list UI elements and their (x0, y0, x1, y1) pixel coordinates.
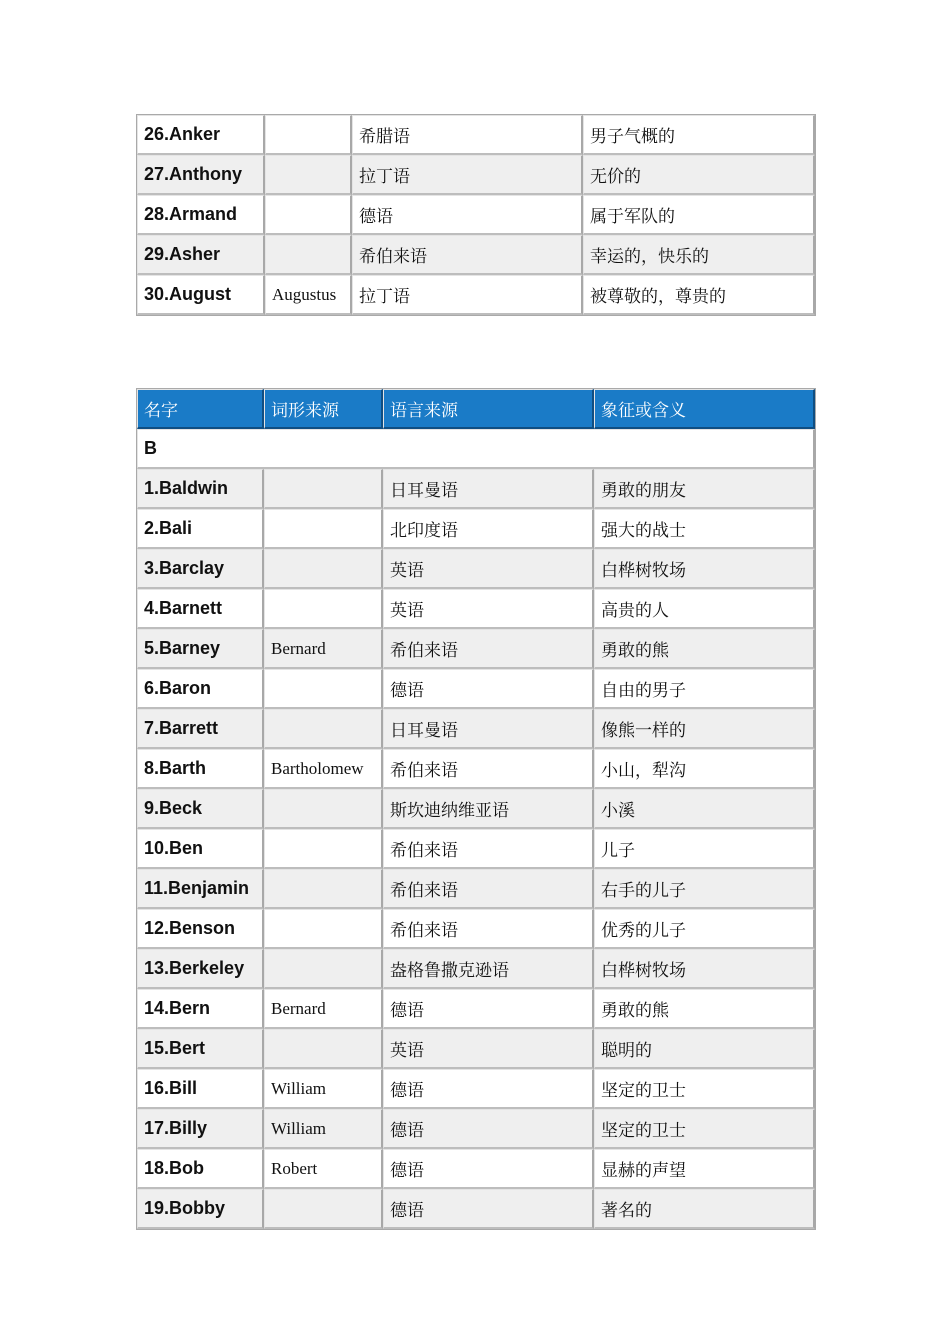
word-origin-cell: Robert (264, 1149, 383, 1189)
language-origin-cell: 斯坎迪纳维亚语 (383, 789, 594, 829)
word-origin-cell (264, 549, 383, 589)
language-origin-cell: 德语 (383, 1189, 594, 1229)
table-row (137, 989, 815, 1029)
name-cell: 28.Armand (137, 195, 265, 235)
word-origin-cell (264, 509, 383, 549)
name-cell: 6.Baron (137, 669, 264, 709)
language-origin-cell: 德语 (383, 1109, 594, 1149)
table-row (137, 629, 815, 669)
language-origin-cell: 日耳曼语 (383, 469, 594, 509)
name-cell: 30.August (137, 275, 265, 315)
word-origin-cell (264, 869, 383, 909)
language-origin-cell: 拉丁语 (352, 275, 583, 315)
name-cell: 2.Bali (137, 509, 264, 549)
table-row (137, 869, 815, 909)
meaning-cell: 坚定的卫士 (594, 1069, 815, 1109)
language-origin-cell: 日耳曼语 (383, 709, 594, 749)
section-letter: B (137, 429, 815, 469)
meaning-cell: 无价的 (583, 155, 815, 195)
name-cell: 13.Berkeley (137, 949, 264, 989)
language-origin-cell: 盎格鲁撒克逊语 (383, 949, 594, 989)
word-origin-cell (264, 709, 383, 749)
meaning-cell: 男子气概的 (583, 115, 815, 155)
word-origin-cell (264, 949, 383, 989)
name-cell: 17.Billy (137, 1109, 264, 1149)
table-a-body (137, 115, 815, 315)
word-origin-cell (264, 789, 383, 829)
table-row (137, 509, 815, 549)
word-origin-cell (264, 829, 383, 869)
meaning-cell: 小山，犁沟 (594, 749, 815, 789)
table-row (137, 1109, 815, 1149)
table-row (137, 275, 815, 315)
header-language-origin: 语言来源 (383, 389, 594, 429)
table-row (137, 909, 815, 949)
table-row (137, 789, 815, 829)
names-table-a (136, 114, 816, 316)
language-origin-cell: 英语 (383, 1029, 594, 1069)
word-origin-cell (265, 115, 352, 155)
language-origin-cell: 德语 (383, 1069, 594, 1109)
name-cell: 11.Benjamin (137, 869, 264, 909)
table-row (137, 709, 815, 749)
word-origin-cell (264, 1189, 383, 1229)
meaning-cell: 勇敢的朋友 (594, 469, 815, 509)
language-origin-cell: 英语 (383, 589, 594, 629)
language-origin-cell: 德语 (352, 195, 583, 235)
table-row (137, 1069, 815, 1109)
name-cell: 16.Bill (137, 1069, 264, 1109)
table-row (137, 949, 815, 989)
meaning-cell: 强大的战士 (594, 509, 815, 549)
table-row (137, 195, 815, 235)
name-cell: 1.Baldwin (137, 469, 264, 509)
word-origin-cell: Augustus (265, 275, 352, 315)
name-cell: 4.Barnett (137, 589, 264, 629)
meaning-cell: 被尊敬的，尊贵的 (583, 275, 815, 315)
table-row (137, 155, 815, 195)
word-origin-cell: Bernard (264, 989, 383, 1029)
names-table-b (136, 388, 816, 1230)
language-origin-cell: 希伯来语 (383, 829, 594, 869)
word-origin-cell: William (264, 1069, 383, 1109)
meaning-cell: 小溪 (594, 789, 815, 829)
table-row (137, 469, 815, 509)
name-cell: 18.Bob (137, 1149, 264, 1189)
meaning-cell: 显赫的声望 (594, 1149, 815, 1189)
language-origin-cell: 希伯来语 (383, 749, 594, 789)
meaning-cell: 儿子 (594, 829, 815, 869)
meaning-cell: 属于军队的 (583, 195, 815, 235)
language-origin-cell: 德语 (383, 669, 594, 709)
language-origin-cell: 德语 (383, 989, 594, 1029)
word-origin-cell: William (264, 1109, 383, 1149)
word-origin-cell (265, 155, 352, 195)
word-origin-cell (264, 1029, 383, 1069)
name-cell: 10.Ben (137, 829, 264, 869)
language-origin-cell: 德语 (383, 1149, 594, 1189)
name-cell: 27.Anthony (137, 155, 265, 195)
word-origin-cell: Bartholomew (264, 749, 383, 789)
language-origin-cell: 北印度语 (383, 509, 594, 549)
meaning-cell: 白桦树牧场 (594, 949, 815, 989)
meaning-cell: 聪明的 (594, 1029, 815, 1069)
name-cell: 8.Barth (137, 749, 264, 789)
table-row (137, 829, 815, 869)
language-origin-cell: 希伯来语 (383, 909, 594, 949)
language-origin-cell: 希伯来语 (383, 869, 594, 909)
table-row (137, 1149, 815, 1189)
table-row (137, 549, 815, 589)
meaning-cell: 右手的儿子 (594, 869, 815, 909)
name-cell: 29.Asher (137, 235, 265, 275)
word-origin-cell (265, 195, 352, 235)
table-row (137, 669, 815, 709)
name-cell: 3.Barclay (137, 549, 264, 589)
language-origin-cell: 希伯来语 (383, 629, 594, 669)
language-origin-cell: 英语 (383, 549, 594, 589)
name-cell: 7.Barrett (137, 709, 264, 749)
name-cell: 19.Bobby (137, 1189, 264, 1229)
section-row (137, 429, 815, 469)
header-name: 名字 (137, 389, 264, 429)
name-cell: 15.Bert (137, 1029, 264, 1069)
name-cell: 26.Anker (137, 115, 265, 155)
meaning-cell: 高贵的人 (594, 589, 815, 629)
word-origin-cell: Bernard (264, 629, 383, 669)
table-b-body (137, 389, 815, 1229)
name-cell: 14.Bern (137, 989, 264, 1029)
header-word-origin: 词形来源 (264, 389, 383, 429)
meaning-cell: 像熊一样的 (594, 709, 815, 749)
meaning-cell: 幸运的，快乐的 (583, 235, 815, 275)
word-origin-cell (264, 589, 383, 629)
language-origin-cell: 希伯来语 (352, 235, 583, 275)
language-origin-cell: 拉丁语 (352, 155, 583, 195)
word-origin-cell (264, 469, 383, 509)
meaning-cell: 白桦树牧场 (594, 549, 815, 589)
table-row (137, 1189, 815, 1229)
word-origin-cell (264, 909, 383, 949)
table-row (137, 749, 815, 789)
header-meaning: 象征或含义 (594, 389, 815, 429)
table-header-row (137, 389, 815, 429)
language-origin-cell: 希腊语 (352, 115, 583, 155)
meaning-cell: 勇敢的熊 (594, 989, 815, 1029)
table-row (137, 115, 815, 155)
name-cell: 12.Benson (137, 909, 264, 949)
meaning-cell: 优秀的儿子 (594, 909, 815, 949)
table-row (137, 589, 815, 629)
meaning-cell: 坚定的卫士 (594, 1109, 815, 1149)
meaning-cell: 著名的 (594, 1189, 815, 1229)
table-row (137, 235, 815, 275)
meaning-cell: 自由的男子 (594, 669, 815, 709)
table-row (137, 1029, 815, 1069)
word-origin-cell (265, 235, 352, 275)
name-cell: 9.Beck (137, 789, 264, 829)
word-origin-cell (264, 669, 383, 709)
name-cell: 5.Barney (137, 629, 264, 669)
meaning-cell: 勇敢的熊 (594, 629, 815, 669)
